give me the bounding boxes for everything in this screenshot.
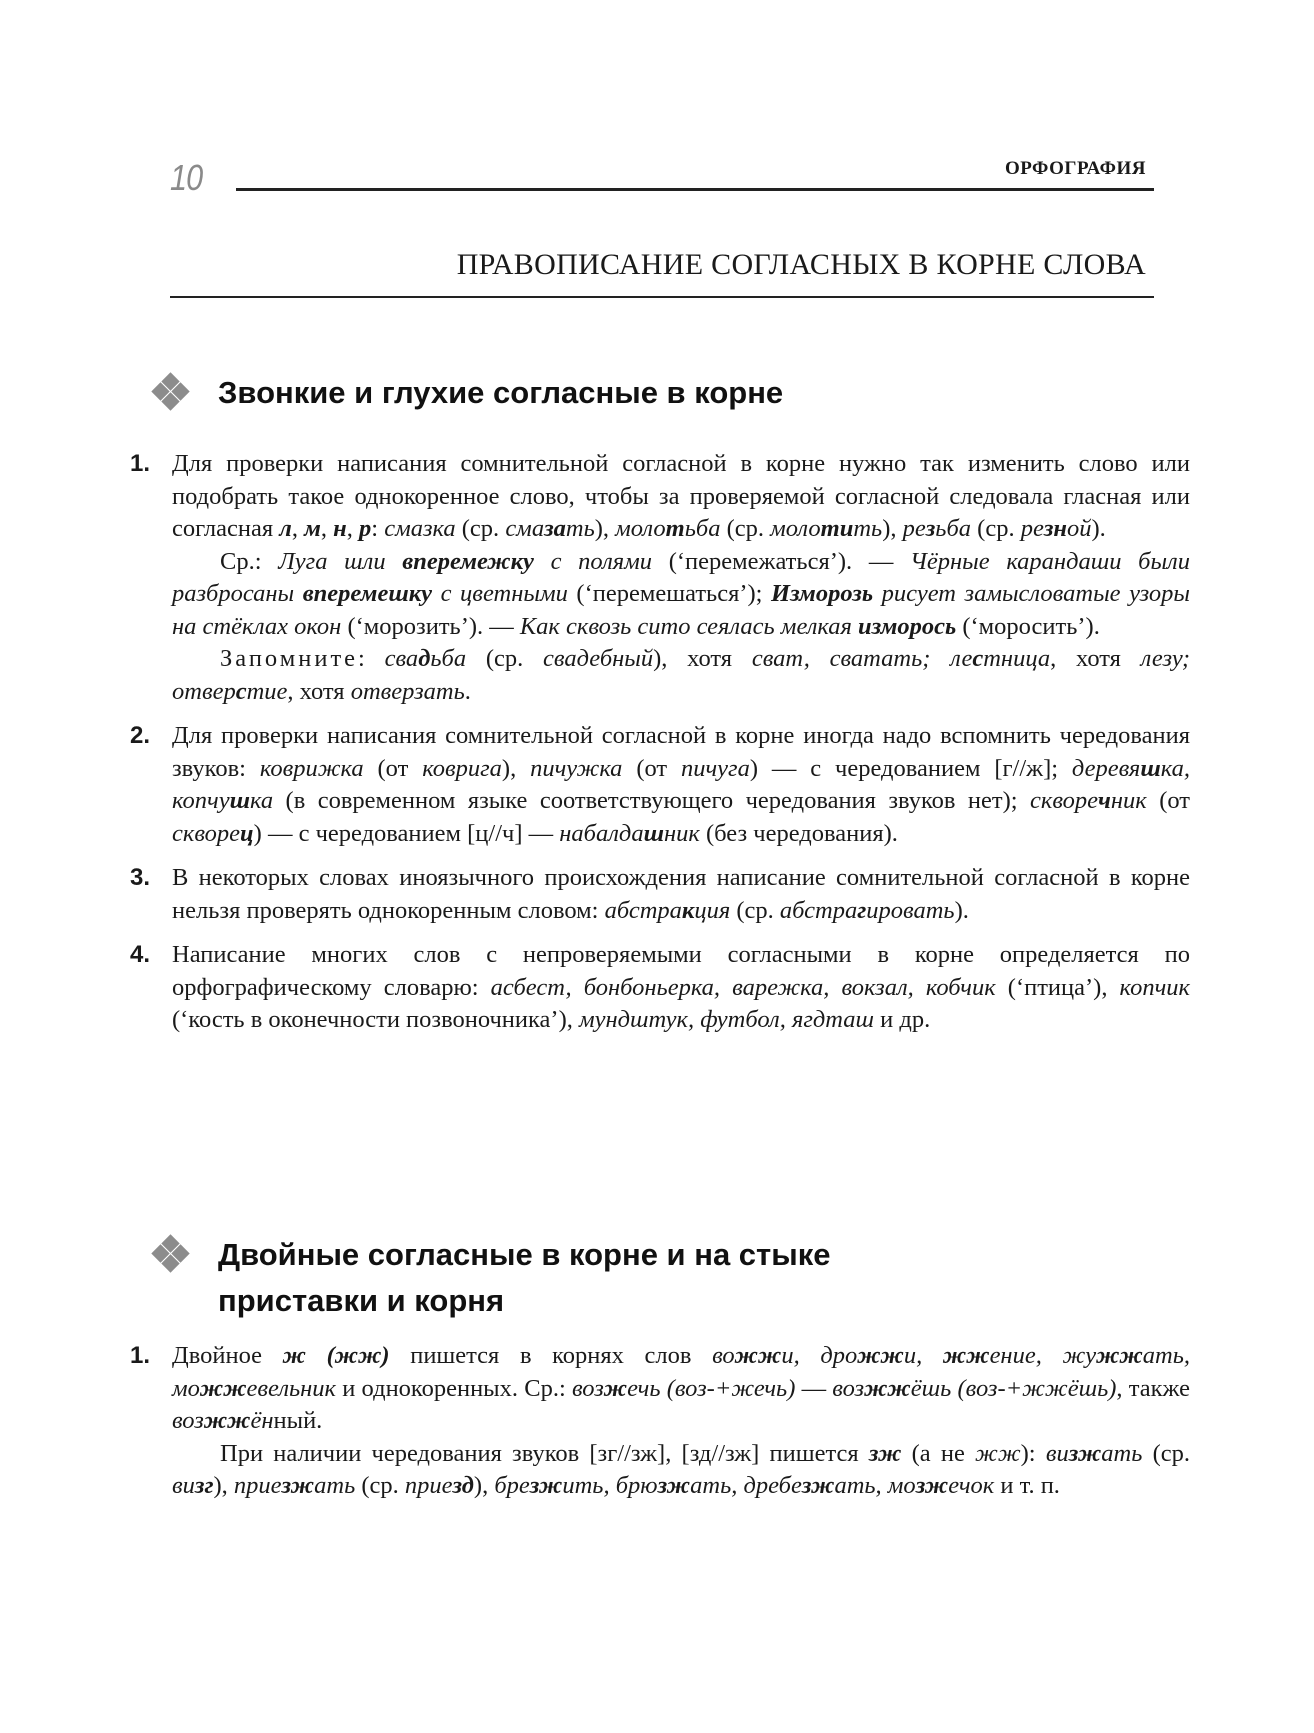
example-paragraph: Ср.: Луга шли вперемежку с полями (‘перемежаться’). — Чёрные карандаши были разбросаны вперемешку с цветными (‘перемешаться’); Изморозь рисует замысловатые узоры на стёклах окон (‘морозить’). — Как сквозь сито сеялась мелкая изморось (‘моросить’). [172,547,1190,640]
item-number: 2. [130,722,151,749]
rule-paragraph: Написание многих слов с непроверяемыми согласными в корне определяется по орфографическому словарю: асбест, бонбоньерка, варежка, вокзал, кобчик (‘птица’), копчик (‘кость в оконечности позвоночника’), мундштук, футбол, ягдташ и др. [172,941,1190,1033]
item-number: 1. [130,1342,151,1369]
item-number: 4. [130,941,151,968]
item-number: 1. [130,450,151,477]
section-title: Двойные согласные в корне и на стыке приставки и корня [218,1237,831,1318]
page-number: 10 [170,157,203,198]
remember-paragraph: Запомните: свадьба (ср. свадебный), хотя сват, сватать; лестница, хотя лезу; отверстие, хотя отверзать. [172,645,1190,705]
list-item [130,862,1190,927]
list-item [130,1340,1190,1503]
section-2-list [130,1340,1190,1503]
four-diamond-ornament-icon [150,372,190,412]
list-item [130,720,1190,850]
list-item [130,939,1190,1037]
section-heading-2 [150,1232,830,1324]
rule-paragraph: Для проверки написания сомнительной согласной в корне иногда надо вспомнить чередования звуков: коврижка (от коврига), пичужка (от пичуга) — с чередованием [г//ж]; деревяшка, копчушка (в современном языке соответствующего чередования звуков нет); скворечник (от скворец) — с чередованием [ц//ч] — набалдашник (без чередования). [172,722,1190,847]
chapter-title: ПРАВОПИСАНИЕ СОГЛАСНЫХ В КОРНЕ СЛОВА [456,248,1146,281]
chapter-rule [170,296,1154,298]
running-head: ОРФОГРАФИЯ [1005,158,1146,179]
section-title: Звонкие и глухие согласные в корне [218,375,784,410]
item-number: 3. [130,864,151,891]
four-diamond-ornament-icon [150,1234,190,1274]
section-1-list [130,448,1190,1037]
rule-paragraph: Двойное ж (жж) пишется в корнях слов вожжи, дрожжи, жжение, жужжать, можжевельник и однокоренных. Ср.: возжечь (воз-+жечь) — возжжёшь (воз-+жжёшь), также возжжённый. [172,1342,1191,1434]
rule-paragraph: В некоторых словах иноязычного происхождения написание сомнительной согласной в корне нельзя проверять однокоренным словом: абстракция (ср. абстрагировать). [172,864,1190,924]
section-heading-1 [150,370,783,416]
header-rule [236,188,1154,191]
rule-paragraph: При наличии чередования звуков [зг//зж], [зд//зж] пишется зж (а не жж): визжать (ср. визг), приезжать (ср. приезд), брезжить, брюзжать, дребезжать, мозжечок и т. п. [172,1439,1190,1499]
list-item [130,448,1190,708]
rule-paragraph: Для проверки написания сомнительной согласной в корне нужно так изменить слово или подобрать такое однокоренное слово, чтобы за проверяемой согласной следовала гласная или согласная л, м, н, р: смазка (ср. смазать), молотьба (ср. молотить), резьба (ср. резной). [172,450,1190,542]
